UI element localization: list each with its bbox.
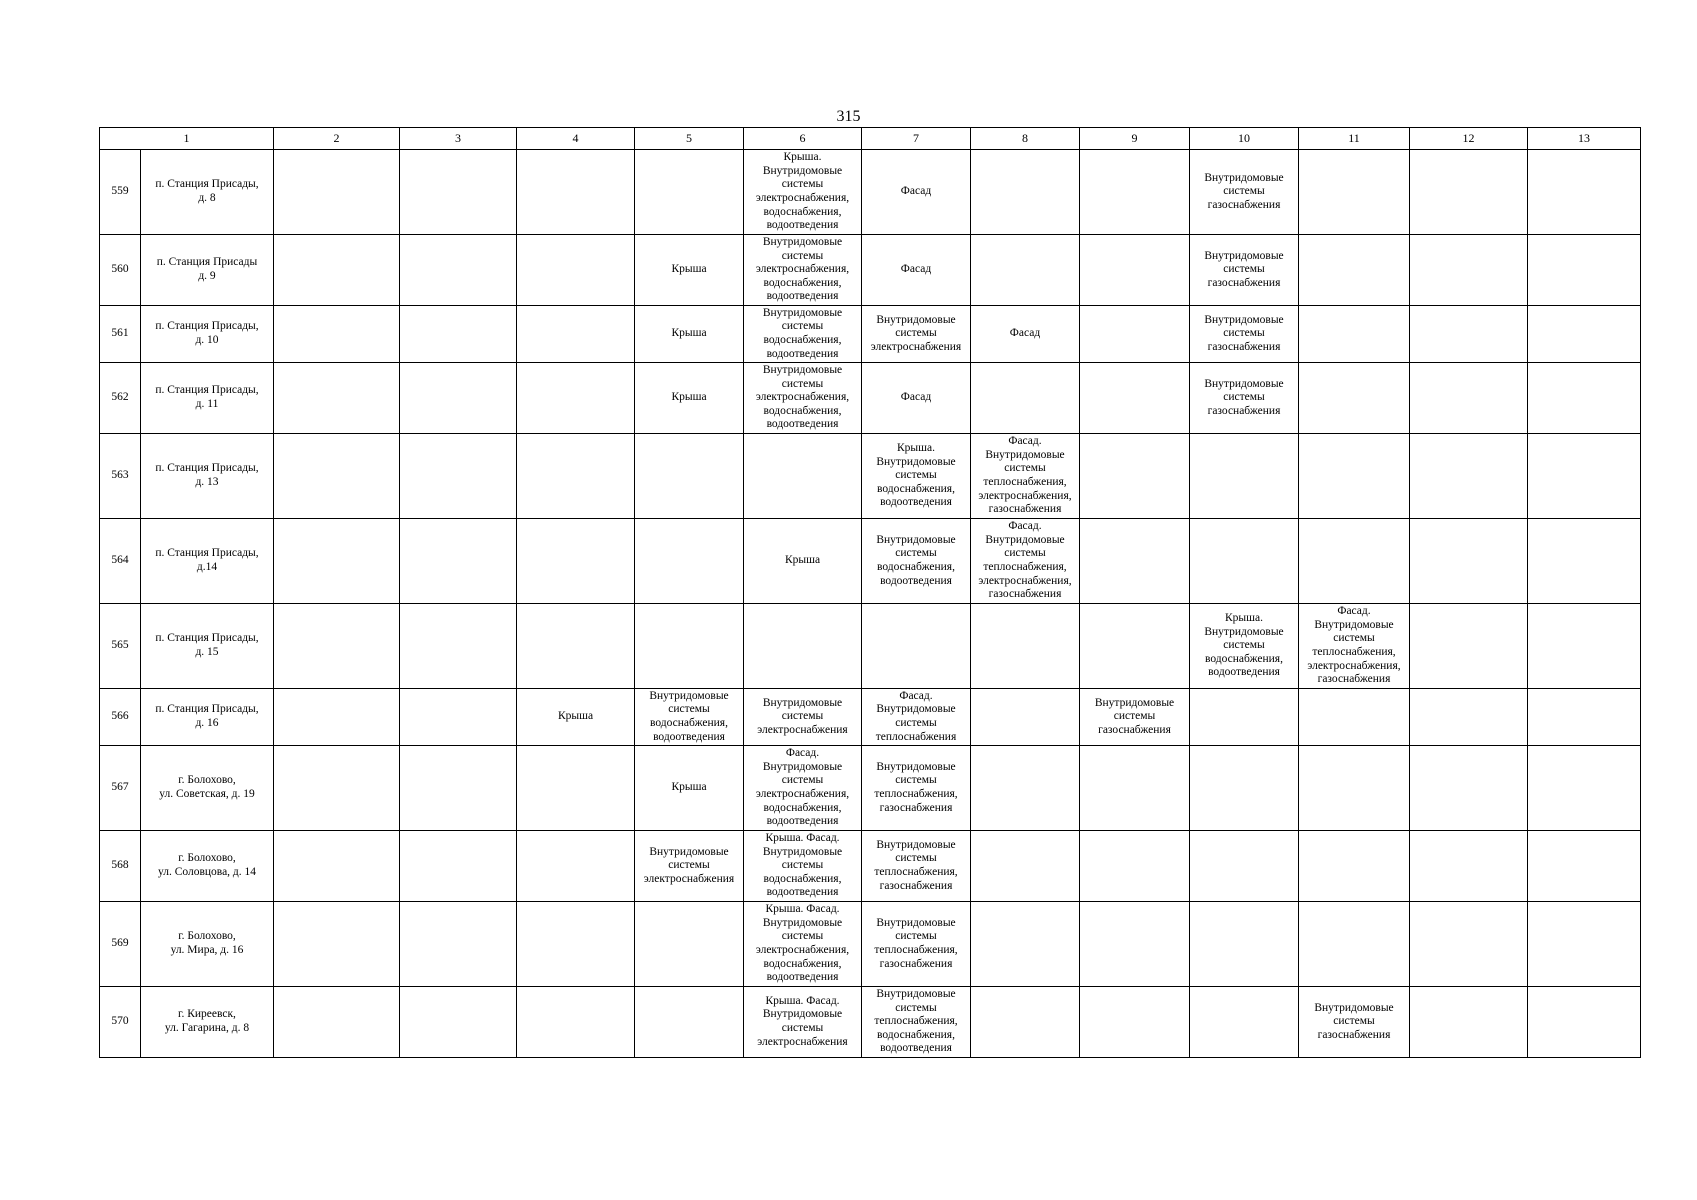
row-number-cell bbox=[100, 831, 141, 902]
row-number-cell bbox=[100, 363, 141, 434]
col13-cell bbox=[1528, 689, 1641, 746]
col5-cell bbox=[635, 689, 744, 746]
col11-cell bbox=[1299, 306, 1410, 363]
cell-text: п. Станция Присады, д. 10 bbox=[155, 320, 259, 346]
col10-cell bbox=[1190, 689, 1299, 746]
cell-text: Фасад bbox=[1009, 327, 1041, 340]
col13-cell bbox=[1528, 235, 1641, 306]
address-cell bbox=[141, 604, 274, 689]
col3-cell bbox=[400, 604, 517, 689]
table-row bbox=[100, 150, 1641, 235]
col2-cell bbox=[274, 902, 400, 987]
address-cell bbox=[141, 902, 274, 987]
col5-cell bbox=[635, 235, 744, 306]
cell-text: Внутридомовые системы электроснабжения, водоснабжения, водоотведения bbox=[755, 364, 850, 431]
col2-cell bbox=[274, 604, 400, 689]
col12-cell bbox=[1410, 306, 1528, 363]
row-number-cell bbox=[100, 519, 141, 604]
table-row bbox=[100, 689, 1641, 746]
column-header-10: 10 bbox=[1190, 128, 1299, 150]
col3-cell bbox=[400, 987, 517, 1058]
col9-cell bbox=[1080, 434, 1190, 519]
address-cell bbox=[141, 987, 274, 1058]
col13-cell bbox=[1528, 519, 1641, 604]
col5-cell bbox=[635, 519, 744, 604]
col8-cell bbox=[971, 235, 1080, 306]
address-cell bbox=[141, 831, 274, 902]
col3-cell bbox=[400, 746, 517, 831]
col5-cell bbox=[635, 604, 744, 689]
col6-cell bbox=[744, 831, 862, 902]
cell-text: 566 bbox=[111, 710, 129, 723]
col8-cell bbox=[971, 831, 1080, 902]
col10-cell bbox=[1190, 306, 1299, 363]
cell-text: Внутридомовые системы теплоснабжения, газоснабжения bbox=[874, 760, 958, 814]
cell-text: Внутридомовые системы водоснабжения, водоотведения bbox=[649, 689, 729, 743]
col5-cell bbox=[635, 831, 744, 902]
row-number-cell bbox=[100, 604, 141, 689]
cell-text: 561 bbox=[111, 327, 129, 340]
col12-cell bbox=[1410, 519, 1528, 604]
col10-cell bbox=[1190, 363, 1299, 434]
col9-cell bbox=[1080, 831, 1190, 902]
col4-cell bbox=[517, 902, 635, 987]
col3-cell bbox=[400, 689, 517, 746]
cell-text: Фасад. Внутридомовые системы теплоснабжения, электроснабжения, газоснабжения bbox=[1307, 605, 1401, 686]
cell-text: Крыша. Внутридомовые системы водоснабжения, водоотведения bbox=[876, 442, 956, 509]
cell-text: Фасад. Внутридомовые системы электроснабжения, водоснабжения, водоотведения bbox=[755, 747, 850, 828]
col11-cell bbox=[1299, 746, 1410, 831]
col13-cell bbox=[1528, 987, 1641, 1058]
cell-text: п. Станция Присады, д.14 bbox=[155, 547, 259, 573]
col2-cell bbox=[274, 689, 400, 746]
column-header-1: 1 bbox=[100, 128, 274, 150]
col6-cell bbox=[744, 363, 862, 434]
cell-text: Крыша bbox=[784, 554, 821, 567]
col12-cell bbox=[1410, 434, 1528, 519]
col8-cell bbox=[971, 604, 1080, 689]
cell-text: 562 bbox=[111, 391, 129, 404]
cell-text: Фасад bbox=[900, 391, 932, 404]
column-header-3: 3 bbox=[400, 128, 517, 150]
row-number-cell bbox=[100, 235, 141, 306]
col11-cell bbox=[1299, 987, 1410, 1058]
col4-cell bbox=[517, 363, 635, 434]
cell-text: Внутридомовые системы теплоснабжения, газоснабжения bbox=[874, 916, 958, 970]
cell-text: Фасад. Внутридомовые системы теплоснабжения, электроснабжения, газоснабжения bbox=[978, 520, 1072, 601]
cell-text: Крыша. Фасад. Внутридомовые системы водоснабжения, водоотведения bbox=[762, 832, 843, 899]
table-row bbox=[100, 235, 1641, 306]
table-row bbox=[100, 746, 1641, 831]
col8-cell bbox=[971, 902, 1080, 987]
col11-cell bbox=[1299, 363, 1410, 434]
col7-cell bbox=[862, 519, 971, 604]
col7-cell bbox=[862, 363, 971, 434]
col6-cell bbox=[744, 150, 862, 235]
page-number: 315 bbox=[836, 108, 861, 125]
address-cell bbox=[141, 689, 274, 746]
table-row bbox=[100, 519, 1641, 604]
cell-text: г. Болохово, ул. Советская, д. 19 bbox=[159, 774, 255, 800]
col12-cell bbox=[1410, 363, 1528, 434]
col10-cell bbox=[1190, 434, 1299, 519]
col6-cell bbox=[744, 235, 862, 306]
col9-cell bbox=[1080, 150, 1190, 235]
col5-cell bbox=[635, 746, 744, 831]
col12-cell bbox=[1410, 902, 1528, 987]
repair-schedule-table bbox=[99, 127, 1641, 1058]
row-number-cell bbox=[100, 987, 141, 1058]
col6-cell bbox=[744, 306, 862, 363]
col10-cell bbox=[1190, 235, 1299, 306]
col13-cell bbox=[1528, 902, 1641, 987]
col5-cell bbox=[635, 902, 744, 987]
cell-text: п. Станция Присады, д. 8 bbox=[155, 178, 259, 204]
column-header-8: 8 bbox=[971, 128, 1080, 150]
cell-text: 570 bbox=[111, 1015, 129, 1028]
col9-cell bbox=[1080, 689, 1190, 746]
col8-cell bbox=[971, 363, 1080, 434]
col6-cell bbox=[744, 604, 862, 689]
cell-text: п. Станция Присады д. 9 bbox=[156, 256, 258, 282]
col8-cell bbox=[971, 987, 1080, 1058]
col11-cell bbox=[1299, 831, 1410, 902]
col10-cell bbox=[1190, 604, 1299, 689]
column-header-12: 12 bbox=[1410, 128, 1528, 150]
col10-cell bbox=[1190, 831, 1299, 902]
col7-cell bbox=[862, 987, 971, 1058]
col13-cell bbox=[1528, 363, 1641, 434]
column-header-11: 11 bbox=[1299, 128, 1410, 150]
cell-text: Фасад bbox=[900, 185, 932, 198]
address-cell bbox=[141, 746, 274, 831]
col13-cell bbox=[1528, 746, 1641, 831]
cell-text: Внутридомовые системы электроснабжения bbox=[870, 313, 962, 353]
col3-cell bbox=[400, 150, 517, 235]
col11-cell bbox=[1299, 150, 1410, 235]
col6-cell bbox=[744, 519, 862, 604]
col6-cell bbox=[744, 746, 862, 831]
col7-cell bbox=[862, 604, 971, 689]
col4-cell bbox=[517, 831, 635, 902]
col3-cell bbox=[400, 363, 517, 434]
col9-cell bbox=[1080, 987, 1190, 1058]
row-number-cell bbox=[100, 902, 141, 987]
column-header-13: 13 bbox=[1528, 128, 1641, 150]
cell-text: Крыша bbox=[557, 710, 594, 723]
col9-cell bbox=[1080, 902, 1190, 987]
col3-cell bbox=[400, 902, 517, 987]
cell-text: Фасад. Внутридомовые системы теплоснабжения bbox=[875, 689, 957, 743]
col2-cell bbox=[274, 434, 400, 519]
col5-cell bbox=[635, 987, 744, 1058]
col11-cell bbox=[1299, 519, 1410, 604]
col7-cell bbox=[862, 434, 971, 519]
col2-cell bbox=[274, 987, 400, 1058]
col4-cell bbox=[517, 150, 635, 235]
col11-cell bbox=[1299, 604, 1410, 689]
address-cell bbox=[141, 150, 274, 235]
col4-cell bbox=[517, 434, 635, 519]
col9-cell bbox=[1080, 235, 1190, 306]
row-number-cell bbox=[100, 746, 141, 831]
col12-cell bbox=[1410, 831, 1528, 902]
table-row bbox=[100, 831, 1641, 902]
col9-cell bbox=[1080, 519, 1190, 604]
col6-cell bbox=[744, 902, 862, 987]
column-header-4: 4 bbox=[517, 128, 635, 150]
col7-cell bbox=[862, 150, 971, 235]
col13-cell bbox=[1528, 831, 1641, 902]
cell-text: г. Киреевск, ул. Гагарина, д. 8 bbox=[164, 1008, 250, 1034]
col9-cell bbox=[1080, 306, 1190, 363]
header-row bbox=[100, 128, 1641, 150]
table-row bbox=[100, 604, 1641, 689]
cell-text: Крыша bbox=[671, 781, 707, 794]
col4-cell bbox=[517, 519, 635, 604]
col9-cell bbox=[1080, 363, 1190, 434]
col7-cell bbox=[862, 831, 971, 902]
cell-text: Внутридомовые системы теплоснабжения, водоснабжения, водоотведения bbox=[874, 988, 958, 1055]
cell-text: 563 bbox=[111, 469, 129, 482]
col10-cell bbox=[1190, 746, 1299, 831]
col11-cell bbox=[1299, 235, 1410, 306]
cell-text: п. Станция Присады, д. 16 bbox=[155, 703, 259, 729]
col8-cell bbox=[971, 434, 1080, 519]
cell-text: Фасад. Внутридомовые системы теплоснабжения, электроснабжения, газоснабжения bbox=[978, 435, 1072, 516]
col12-cell bbox=[1410, 150, 1528, 235]
cell-text: г. Болохово, ул. Мира, д. 16 bbox=[170, 930, 244, 956]
cell-text: 567 bbox=[111, 781, 129, 794]
col2-cell bbox=[274, 306, 400, 363]
address-cell bbox=[141, 519, 274, 604]
cell-text: Внутридомовые системы водоснабжения, водоотведения bbox=[762, 306, 843, 360]
col3-cell bbox=[400, 519, 517, 604]
row-number-cell bbox=[100, 306, 141, 363]
col12-cell bbox=[1410, 689, 1528, 746]
col3-cell bbox=[400, 235, 517, 306]
cell-text: Крыша. Внутридомовые системы водоснабжения, водоотведения bbox=[1204, 612, 1284, 679]
col8-cell bbox=[971, 519, 1080, 604]
cell-text: 564 bbox=[111, 554, 129, 567]
cell-text: Крыша bbox=[671, 327, 707, 340]
col6-cell bbox=[744, 434, 862, 519]
col7-cell bbox=[862, 689, 971, 746]
col13-cell bbox=[1528, 150, 1641, 235]
row-number-cell bbox=[100, 689, 141, 746]
col13-cell bbox=[1528, 306, 1641, 363]
cell-text: Крыша. Фасад. Внутридомовые системы электроснабжения bbox=[757, 994, 848, 1048]
col12-cell bbox=[1410, 746, 1528, 831]
col10-cell bbox=[1190, 987, 1299, 1058]
col11-cell bbox=[1299, 689, 1410, 746]
col2-cell bbox=[274, 235, 400, 306]
cell-text: Внутридомовые системы газоснабжения bbox=[1204, 171, 1284, 211]
col4-cell bbox=[517, 746, 635, 831]
cell-text: Внутридомовые системы газоснабжения bbox=[1204, 313, 1284, 353]
col3-cell bbox=[400, 831, 517, 902]
col2-cell bbox=[274, 150, 400, 235]
col13-cell bbox=[1528, 604, 1641, 689]
cell-text: Фасад bbox=[900, 263, 932, 276]
address-cell bbox=[141, 235, 274, 306]
table-row bbox=[100, 987, 1641, 1058]
cell-text: Крыша bbox=[671, 263, 707, 276]
cell-text: 560 bbox=[111, 263, 129, 276]
col8-cell bbox=[971, 306, 1080, 363]
cell-text: Внутридомовые системы газоснабжения bbox=[1204, 249, 1284, 289]
table-row bbox=[100, 434, 1641, 519]
cell-text: Крыша. Внутридомовые системы электроснабжения, водоснабжения, водоотведения bbox=[755, 151, 850, 232]
cell-text: 559 bbox=[111, 185, 129, 198]
col4-cell bbox=[517, 235, 635, 306]
cell-text: Внутридомовые системы газоснабжения bbox=[1204, 377, 1284, 417]
col8-cell bbox=[971, 746, 1080, 831]
col4-cell bbox=[517, 306, 635, 363]
col2-cell bbox=[274, 831, 400, 902]
column-header-7: 7 bbox=[862, 128, 971, 150]
col8-cell bbox=[971, 689, 1080, 746]
table-row bbox=[100, 363, 1641, 434]
col9-cell bbox=[1080, 604, 1190, 689]
cell-text: Внутридомовые системы газоснабжения bbox=[1094, 696, 1175, 736]
table-row bbox=[100, 306, 1641, 363]
col8-cell bbox=[971, 150, 1080, 235]
col2-cell bbox=[274, 363, 400, 434]
col13-cell bbox=[1528, 434, 1641, 519]
cell-text: Крыша. Фасад. Внутридомовые системы электроснабжения, водоснабжения, водоотведения bbox=[755, 903, 850, 984]
col7-cell bbox=[862, 306, 971, 363]
col5-cell bbox=[635, 363, 744, 434]
col2-cell bbox=[274, 746, 400, 831]
col11-cell bbox=[1299, 902, 1410, 987]
column-header-5: 5 bbox=[635, 128, 744, 150]
cell-text: Внутридомовые системы теплоснабжения, газоснабжения bbox=[874, 838, 958, 892]
cell-text: п. Станция Присады, д. 13 bbox=[155, 462, 259, 488]
col2-cell bbox=[274, 519, 400, 604]
cell-text: 568 bbox=[111, 859, 129, 872]
col4-cell bbox=[517, 987, 635, 1058]
col5-cell bbox=[635, 150, 744, 235]
cell-text: Внутридомовые системы электроснабжения bbox=[643, 845, 735, 885]
cell-text: п. Станция Присады, д. 15 bbox=[155, 632, 259, 658]
col11-cell bbox=[1299, 434, 1410, 519]
address-cell bbox=[141, 363, 274, 434]
col7-cell bbox=[862, 902, 971, 987]
col4-cell bbox=[517, 689, 635, 746]
col10-cell bbox=[1190, 902, 1299, 987]
col10-cell bbox=[1190, 519, 1299, 604]
cell-text: Внутридомовые системы газоснабжения bbox=[1314, 1001, 1394, 1041]
table-row bbox=[100, 902, 1641, 987]
address-cell bbox=[141, 434, 274, 519]
row-number-cell bbox=[100, 434, 141, 519]
col6-cell bbox=[744, 689, 862, 746]
cell-text: 569 bbox=[111, 937, 129, 950]
col10-cell bbox=[1190, 150, 1299, 235]
col6-cell bbox=[744, 987, 862, 1058]
cell-text: Внутридомовые системы водоснабжения, водоотведения bbox=[876, 533, 956, 587]
col3-cell bbox=[400, 306, 517, 363]
col12-cell bbox=[1410, 235, 1528, 306]
col9-cell bbox=[1080, 746, 1190, 831]
col7-cell bbox=[862, 746, 971, 831]
col5-cell bbox=[635, 434, 744, 519]
cell-text: Крыша bbox=[671, 391, 707, 404]
cell-text: Внутридомовые системы электроснабжения bbox=[757, 696, 848, 736]
address-cell bbox=[141, 306, 274, 363]
col7-cell bbox=[862, 235, 971, 306]
column-header-9: 9 bbox=[1080, 128, 1190, 150]
cell-text: 565 bbox=[111, 639, 129, 652]
col3-cell bbox=[400, 434, 517, 519]
col12-cell bbox=[1410, 987, 1528, 1058]
cell-text: п. Станция Присады, д. 11 bbox=[155, 384, 259, 410]
column-header-2: 2 bbox=[274, 128, 400, 150]
col5-cell bbox=[635, 306, 744, 363]
cell-text: Внутридомовые системы электроснабжения, водоснабжения, водоотведения bbox=[755, 236, 850, 303]
col4-cell bbox=[517, 604, 635, 689]
column-header-6: 6 bbox=[744, 128, 862, 150]
cell-text: г. Болохово, ул. Соловцова, д. 14 bbox=[157, 852, 257, 878]
row-number-cell bbox=[100, 150, 141, 235]
col12-cell bbox=[1410, 604, 1528, 689]
